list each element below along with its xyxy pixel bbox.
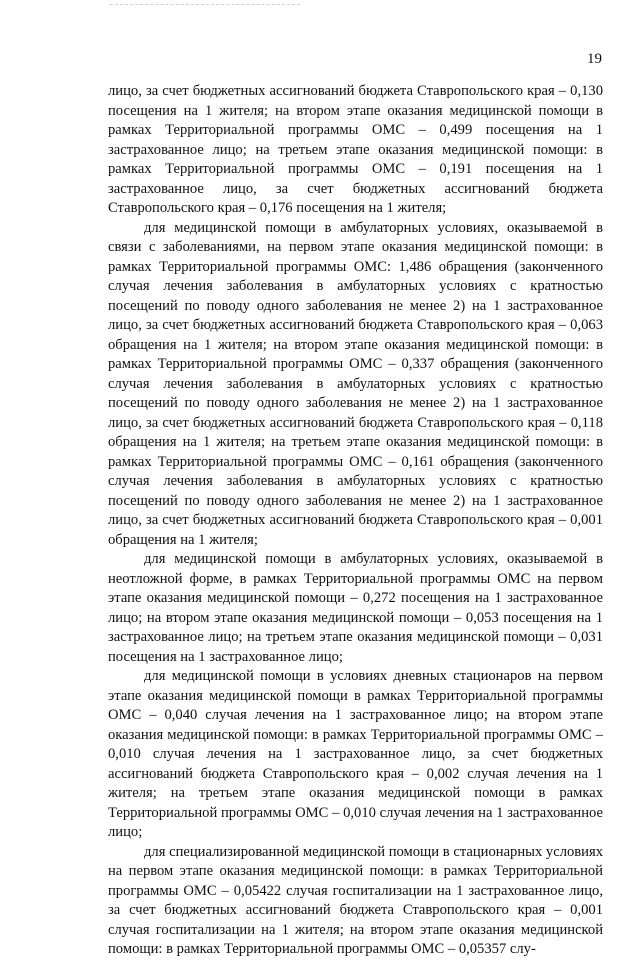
paragraph-continuation: лицо, за счет бюджетных ассигнований бюджета Ставропольского края – 0,130 посещения на 1 жителя; на втором этапе оказания медицинской помощи в рамках Территориальной программы ОМС – 0,499 посещения на 1 застрахованное лицо; на третьем этапе оказания медицинской помощи: в рамках Территориальной программы ОМС – 0,191 посещения на 1 застрахованное лицо, за счет бюджетных ассигнований бюджета Ставропольского края – 0,176 посещения на 1 жителя;	[108, 83, 603, 216]
paragraph-ambulatory-urgent: для медицинской помощи в амбулаторных условиях, оказываемой в неотложной форме, в рамках Территориальной программы ОМС на первом этапе оказания медицинской помощи – 0,272 посещения на 1 застрахованное лицо; на втором этапе оказания медицинской помощи – 0,053 посещения на 1 застрахованное лицо; на третьем этапе оказания медицинской помощи – 0,031 посещения на 1 застрахованное лицо;	[108, 551, 603, 665]
paragraph-ambulatory-diseases: для медицинской помощи в амбулаторных условиях, оказываемой в связи с заболеваниями, на первом этапе оказания медицинской помощи: в рамках Территориальной программы ОМС: 1,486 обращения (законченного случая лечения заболевания в амбулаторных условиях с кратностью посещений по поводу одного заболевания не менее 2) на 1 застрахованное лицо, за счет бюджетных ассигнований бюджета Ставропольского края – 0,063 обращения на 1 жителя; на втором этапе оказания медицинской помощи: в рамках Территориальной программы ОМС – 0,337 обращения (законченного случая лечения заболевания в амбулаторных условиях с кратностью посещений по поводу одного заболевания не менее 2) на 1 застрахованное лицо, за счет бюджетных ассигнований бюджета Ставропольского края – 0,118 обращения на 1 жителя; на третьем этапе оказания медицинской помощи: в рамках Территориальной программы ОМС – 0,161 обращения (законченного случая лечения заболевания в амбулаторных условиях с кратностью посещений по поводу одного заболевания не менее 2) на 1 застрахованное лицо, за счет бюджетных ассигнований бюджета Ставропольского края – 0,001 обращения на 1 жителя;	[108, 219, 603, 548]
paragraph-day-hospital: для медицинской помощи в условиях дневных стационаров на первом этапе оказания медицинской помощи в рамках Территориальной программы ОМС – 0,040 случая лечения на 1 застрахованное лицо; на втором этапе оказания медицинской помощи: в рамках Территориальной программы ОМС – 0,010 случая лечения на 1 застрахованное лицо, за счет бюджетных ассигнований бюджета Ставропольского края – 0,002 случая лечения на 1 жителя; на третьем этапе оказания медицинской помощи в рамках Территориальной программы ОМС – 0,010 случая лечения на 1 застрахованное лицо;	[108, 668, 603, 840]
document-body	[108, 82, 603, 960]
scan-artifact-line	[110, 4, 300, 5]
page-number: 19	[587, 51, 602, 67]
paragraph-specialized-inpatient: для специализированной медицинской помощи в стационарных условиях на первом этапе оказания медицинской помощи: в рамках Территориальной программы ОМС – 0,05422 случая госпитализации на 1 застрахованное лицо, за счет бюджетных ассигнований бюджета Ставропольского края – 0,001 случая госпитализации на 1 жителя; на втором этапе оказания медицинской помощи: в рамках Территориальной программы ОМС – 0,05357 слу-	[108, 843, 603, 957]
